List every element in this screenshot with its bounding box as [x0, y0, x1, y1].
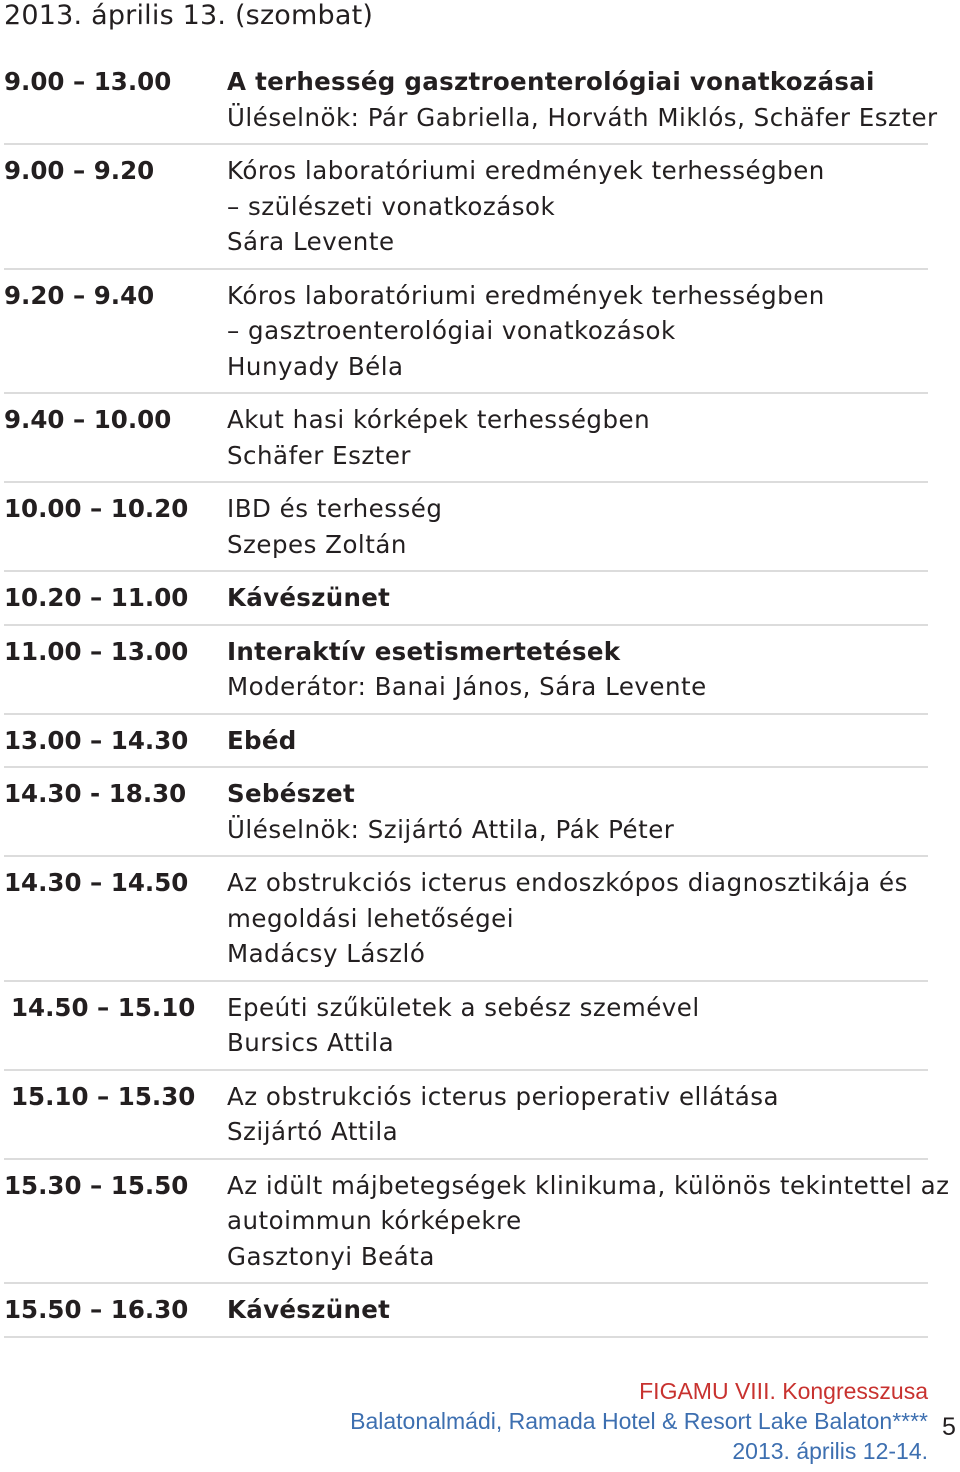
session-detail: Üléselnök: Szijártó Attila, Pák Péter [227, 814, 675, 844]
session-content [227, 1292, 928, 1328]
page-heading: 2013. április 13. (szombat) [4, 0, 374, 31]
program-row [4, 276, 928, 395]
program-row [4, 489, 928, 572]
session-time: 10.20 – 11.00 [4, 583, 189, 612]
footer-dates: 2013. április 12-14. [732, 1438, 928, 1464]
page-number: 5 [942, 1413, 956, 1441]
session-content [227, 865, 928, 972]
session-time: 14.50 – 15.10 [11, 992, 196, 1022]
program-list [4, 62, 950, 1344]
session-detail: Moderátor: Banai János, Sára Levente [227, 672, 707, 701]
session-speaker: Gasztonyi Beáta [227, 1241, 435, 1271]
program-row [4, 774, 928, 857]
session-time: 9.00 – 9.20 [4, 156, 155, 185]
session-time: 10.00 – 10.20 [4, 494, 189, 523]
program-row [4, 578, 928, 626]
session-title: Az obstrukciós icterus perioperativ ellátása [227, 1081, 780, 1111]
session-time: 14.30 - 18.30 [4, 779, 187, 808]
session-speaker: Madácsy László [227, 939, 426, 968]
session-detail: Üléselnök: Pár Gabriella, Horváth Miklós, Schäfer Eszter [227, 102, 938, 132]
session-title: Kóros laboratóriumi eredmények terhességben [227, 280, 825, 310]
program-row [4, 863, 928, 982]
session-time: 13.00 – 14.30 [4, 725, 189, 755]
session-content [227, 64, 938, 135]
session-speaker: Bursics Attila [227, 1028, 395, 1057]
footer-venue: Balatonalmádi, Ramada Hotel & Resort Lake Balaton**** [350, 1408, 928, 1434]
session-content [227, 634, 928, 705]
session-speaker: Hunyady Béla [227, 351, 404, 381]
session-content [227, 723, 928, 759]
session-title: IBD és terhesség [227, 494, 443, 523]
session-speaker: Sára Levente [227, 227, 395, 256]
session-title: Az idült májbetegségek klinikuma, különös tekintettel az [227, 1170, 950, 1200]
session-time: 15.30 – 15.50 [4, 1170, 189, 1200]
session-title: Kávészünet [227, 1295, 391, 1324]
session-title: Interaktív esetismertetések [227, 636, 621, 666]
session-time: 14.30 – 14.50 [4, 868, 189, 897]
session-detail: autoimmun kórképekre [227, 1206, 522, 1235]
session-speaker: Szepes Zoltán [227, 529, 407, 559]
session-title: Epeúti szűkületek a sebész szemével [227, 992, 700, 1022]
session-speaker: Szijártó Attila [227, 1117, 399, 1146]
session-title: A terhesség gasztroenterológiai vonatkozásai [227, 67, 875, 96]
session-content [227, 990, 928, 1061]
session-detail: – gasztroenterológiai vonatkozások [227, 316, 676, 345]
session-title: Ebéd [227, 725, 297, 755]
session-content [227, 491, 928, 562]
session-content [227, 1079, 928, 1150]
session-speaker: Schäfer Eszter [227, 440, 411, 470]
program-row [4, 151, 928, 270]
session-time: 15.50 – 16.30 [4, 1295, 189, 1324]
session-content [227, 153, 928, 260]
program-row [4, 1166, 950, 1285]
session-title: Az obstrukciós icterus endoszkópos diagnosztikája és [227, 868, 908, 897]
session-time: 9.40 – 10.00 [4, 405, 172, 434]
program-row [4, 721, 928, 769]
program-row [4, 1290, 928, 1338]
program-row [4, 632, 928, 715]
session-content [227, 1168, 950, 1275]
program-row [4, 400, 928, 483]
session-title: Sebészet [227, 779, 355, 808]
session-detail: megoldási lehetőségei [227, 903, 515, 933]
session-content [227, 776, 928, 847]
session-content [227, 402, 928, 473]
session-content [227, 278, 928, 385]
session-time: 15.10 – 15.30 [11, 1081, 196, 1111]
program-row [4, 1077, 928, 1160]
session-time: 9.00 – 13.00 [4, 67, 172, 96]
program-row [4, 62, 938, 145]
session-content [227, 580, 928, 616]
session-title: Akut hasi kórképek terhességben [227, 405, 651, 434]
footer-congress: FIGAMU VIII. Kongresszusa [639, 1378, 928, 1404]
session-time: 11.00 – 13.00 [4, 636, 189, 666]
page-footer [350, 1376, 928, 1466]
session-detail: – szülészeti vonatkozások [227, 191, 556, 221]
program-row [4, 988, 928, 1071]
session-title: Kóros laboratóriumi eredmények terhességben [227, 156, 825, 185]
session-time: 9.20 – 9.40 [4, 280, 155, 310]
session-title: Kávészünet [227, 583, 391, 612]
